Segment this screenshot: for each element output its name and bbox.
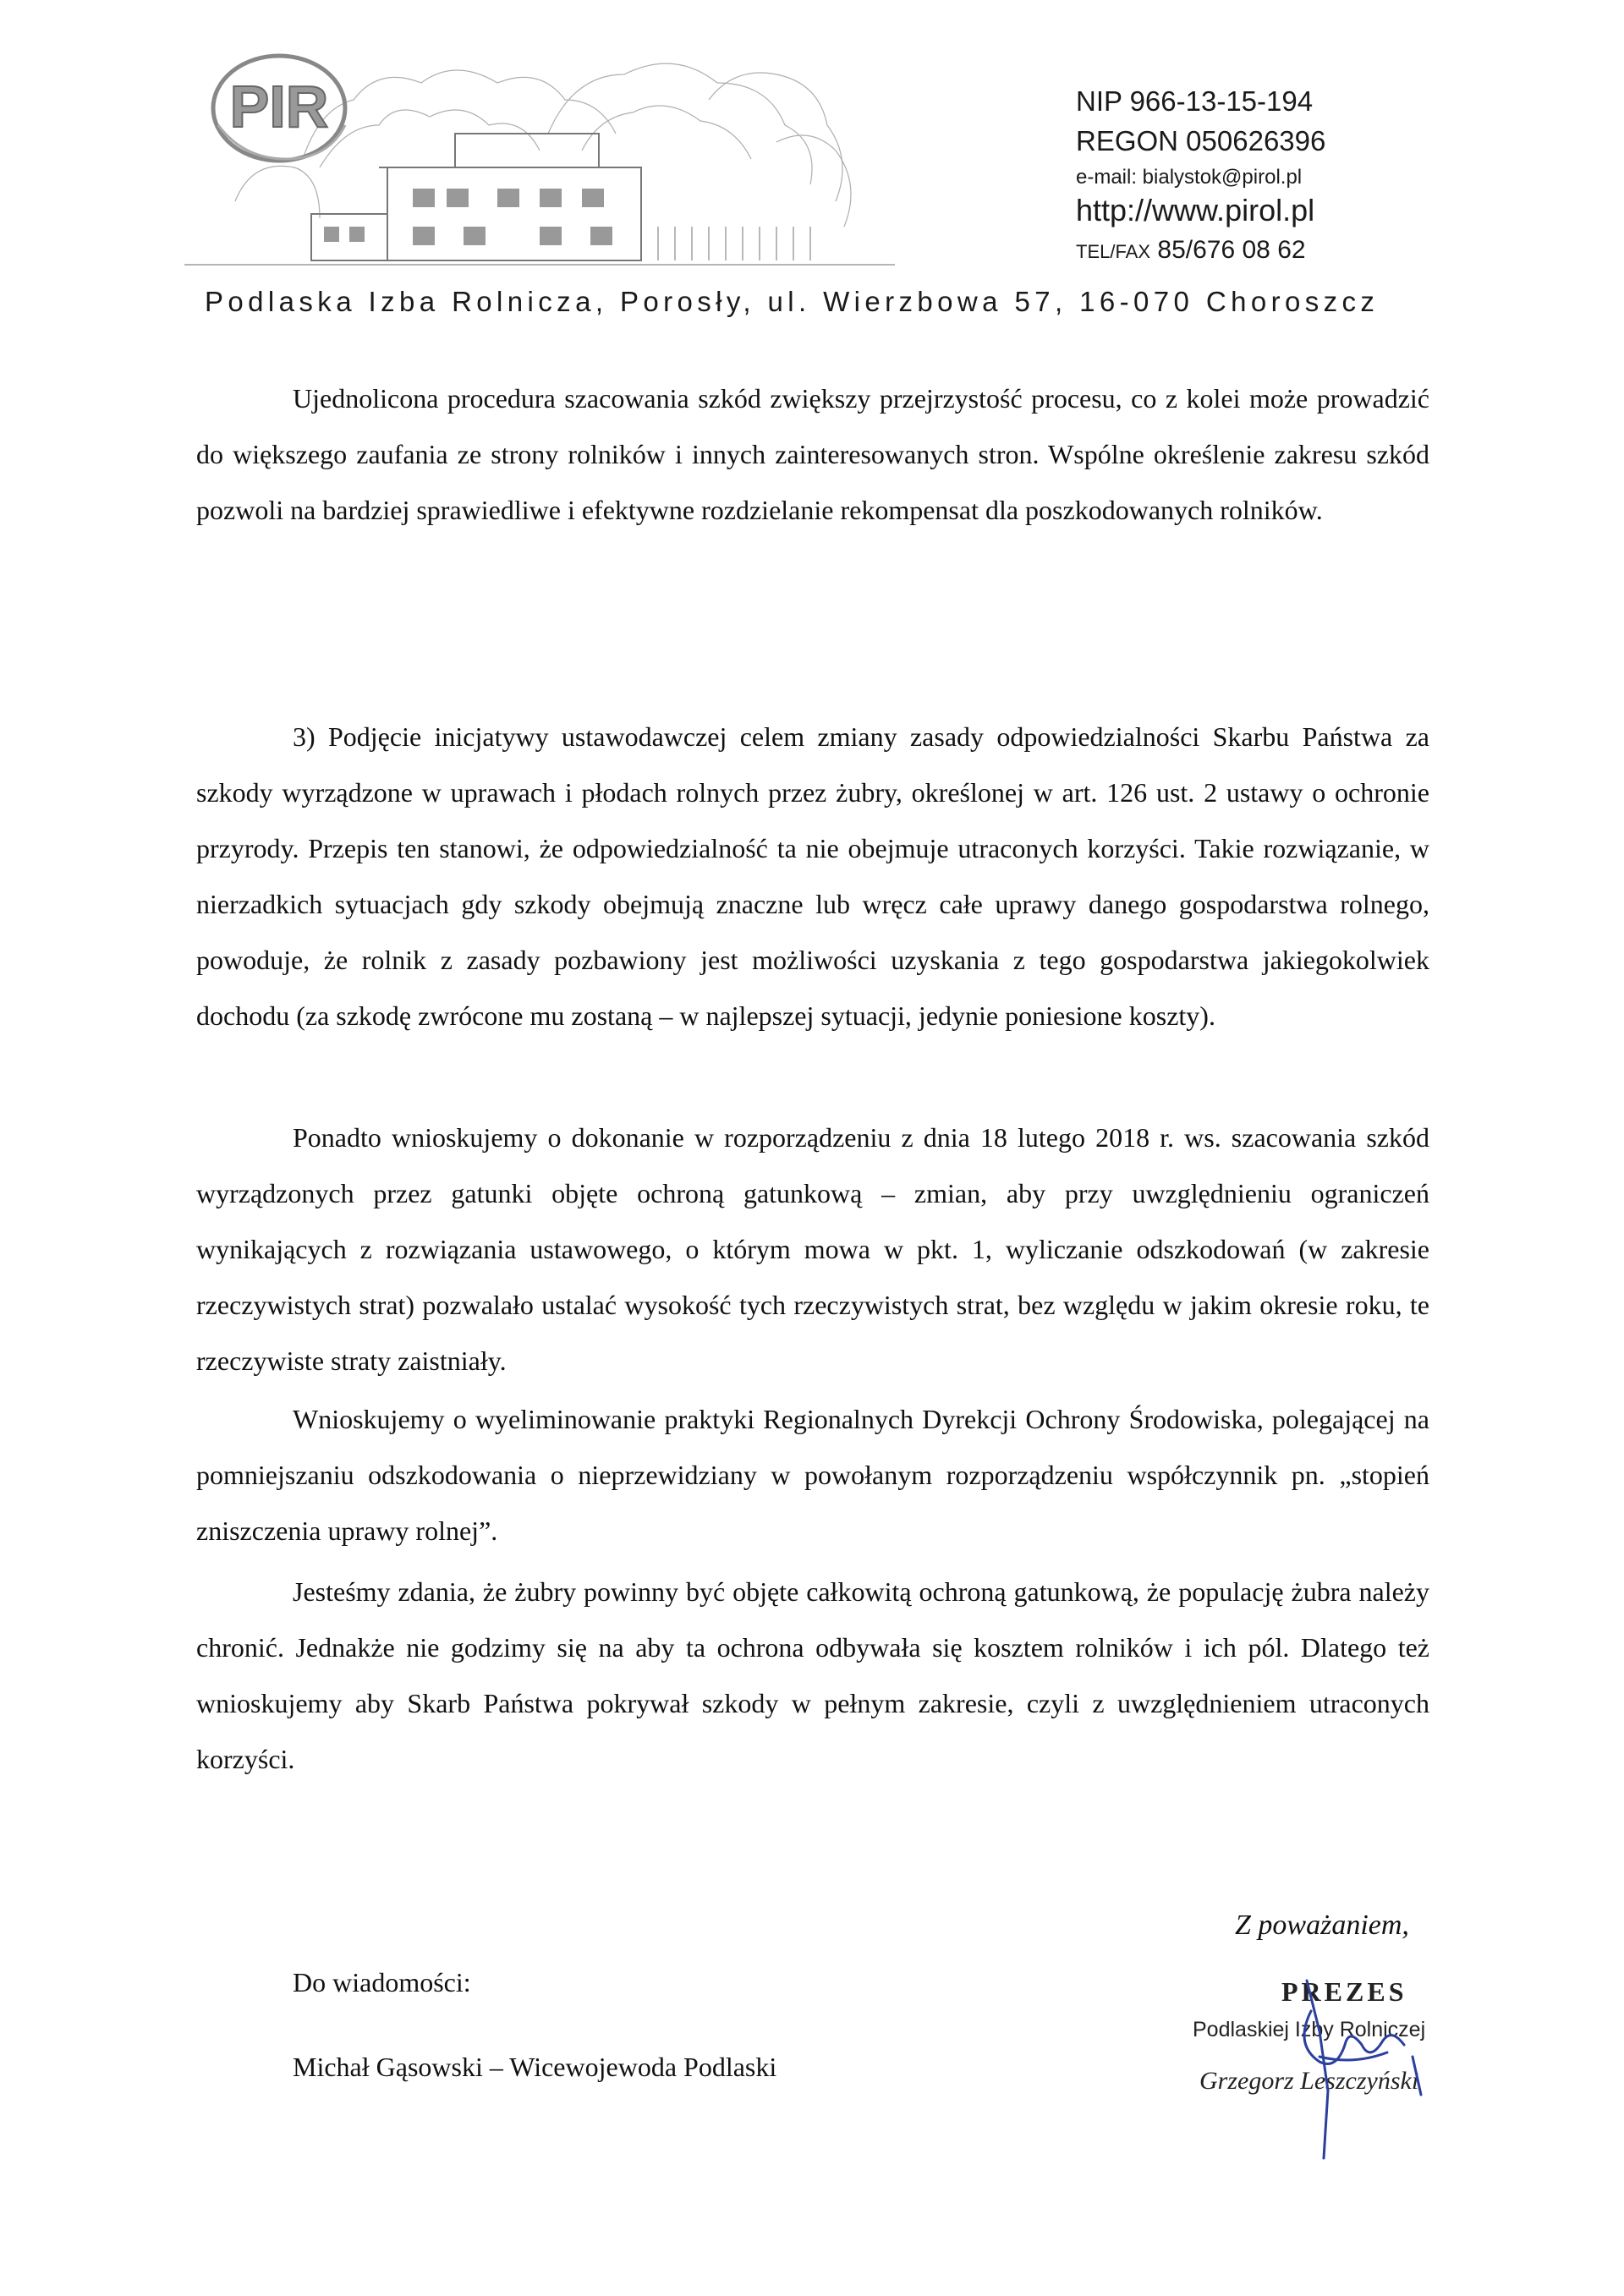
paragraph-1-text: Ujednolicona procedura szacowania szkód zwiększy przejrzystość procesu, co z kolei może prowadzić do większego zaufania ze strony rolników i innych zainteresowanych stron. Wspólne określenie zakresu szkód pozwoli na bardziej sprawiedliwe i efektywne rozdzielanie rekompensat dla poszkodowanych rolników. (196, 383, 1429, 525)
cc-label: Do wiadomości: (293, 1967, 471, 1997)
paragraph-1 (196, 370, 1429, 538)
website: http://www.pirol.pl (1076, 193, 1315, 227)
paragraph-5 (196, 1564, 1429, 1787)
regon: REGON 050626396 (1076, 125, 1326, 156)
svg-text:PREZES: PREZES (1281, 1976, 1407, 2007)
nip: NIP 966-13-15-194 (1076, 85, 1314, 117)
tel-number: 85/676 08 62 (1157, 236, 1306, 264)
paragraph-3-text: Ponadto wnioskujemy o dokonanie w rozporządzeniu z dnia 18 lutego 2018 r. ws. szacowania szkód wyrządzonych przez gatunki objęte ochroną gatunkową – zmian, aby przy uwzględnieniu ograniczeń wynikających z rozwiązania ustawowego, o którym mowa w pkt. 1, wyliczanie odszkodowań (w zakresie rzeczywistych strat) pozwalało ustalać wysokość tych rzeczywistych strat, bez względu w jakim okresie roku, te rzeczywiste straty zaistniały. (196, 1122, 1429, 1376)
letterhead-address: Podlaska Izba Rolnicza, Porosły, ul. Wierzbowa 57, 16-070 Choroszcz (205, 286, 1380, 317)
tel-fax (1076, 238, 1306, 263)
paragraph-3 (196, 1110, 1429, 1389)
letterhead-building-sketch (184, 32, 895, 286)
email: e-mail: bialystok@pirol.pl (1076, 166, 1303, 189)
svg-text:PIR: PIR (229, 74, 329, 140)
paragraph-5-text: Jesteśmy zdania, że żubry powinny być objęte całkowitą ochroną gatunkową, że populację żubra należy chronić. Jednakże nie godzimy się na aby ta ochrona odbywała się kosztem rolników i ich pól. Dlatego też wnioskujemy aby Skarb Państwa pokrywał szkody w pełnym zakresie, czyli z uwzględnieniem utraconych korzyści. (196, 1576, 1429, 1774)
paragraph-2 (196, 709, 1429, 1044)
cc-recipient: Michał Gąsowski – Wicewojewoda Podlaski (293, 2052, 777, 2082)
svg-text:Podlaskiej Izby Rolniczej: Podlaskiej Izby Rolniczej (1193, 2018, 1426, 2041)
paragraph-4 (196, 1391, 1429, 1559)
pir-logo (213, 56, 345, 161)
president-stamp (1159, 1930, 1514, 2200)
paragraph-2-text: 3) Podjęcie inicjatywy ustawodawczej celem zmiany zasady odpowiedzialności Skarbu Państwa za szkody wyrządzone w uprawach i płodach rolnych przez żubry, określonej w art. 126 ust. 2 ustawy o ochronie przyrody. Przepis ten stanowi, że odpowiedzialność ta nie obejmuje utraconych korzyści. Takie rozwiązanie, w nierzadkich sytuacjach gdy szkody obejmują znaczne lub wręcz całe uprawy danego gospodarstwa rolnego, powoduje, że rolnik z zasady pozbawiony jest możliwości uzyskania z tego gospodarstwa jakiegokolwiek dochodu (za szkodę zwrócone mu zostaną – w najlepszej sytuacji, jedynie poniesione koszty). (196, 721, 1429, 1031)
svg-text:Grzegorz Leszczyński: Grzegorz Leszczyński (1199, 2067, 1419, 2095)
tel-label: TEL/FAX (1076, 241, 1151, 262)
closing: Z poważaniem, (1235, 1910, 1409, 1941)
paragraph-4-text: Wnioskujemy o wyeliminowanie praktyki Regionalnych Dyrekcji Ochrony Środowiska, polegającej na pomniejszaniu odszkodowania o nieprzewidziany w powołanym rozporządzeniu współczynnik pn. „stopień zniszczenia uprawy rolnej”. (196, 1404, 1429, 1546)
